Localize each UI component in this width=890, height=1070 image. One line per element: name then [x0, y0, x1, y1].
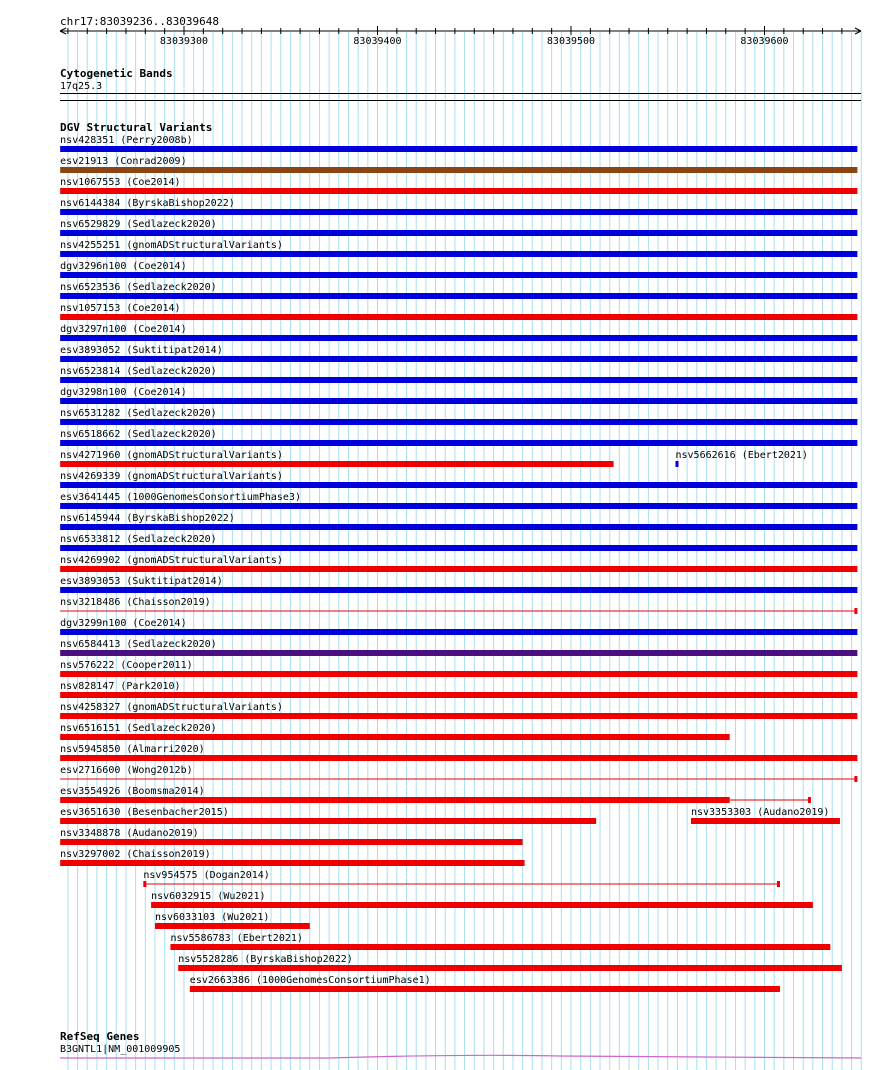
dgv-track-title: DGV Structural Variants	[60, 121, 213, 134]
sv-feature-bar[interactable]	[60, 671, 857, 677]
sv-feature[interactable]	[60, 450, 613, 467]
sv-feature-bar[interactable]	[178, 965, 842, 971]
sv-feature-bar[interactable]	[60, 440, 857, 446]
sv-feature-label: dgv3299n100 (Coe2014)	[60, 618, 187, 629]
sv-feature[interactable]	[60, 303, 857, 320]
sv-feature[interactable]	[60, 807, 596, 824]
sv-feature[interactable]	[60, 639, 857, 656]
sv-feature[interactable]	[60, 387, 857, 404]
sv-feature-bar[interactable]	[60, 314, 857, 320]
cytogenetic-band-label: 17q25.3	[60, 81, 103, 92]
sv-feature-bar[interactable]	[60, 356, 857, 362]
sv-feature-label: nsv3348878 (Audano2019)	[60, 828, 199, 839]
refseq-gene-feature[interactable]	[60, 1055, 861, 1058]
sv-feature[interactable]	[60, 219, 857, 236]
sv-feature[interactable]	[60, 702, 857, 719]
sv-feature-label: nsv4271960 (gnomADStructuralVariants)	[60, 450, 283, 461]
sv-feature[interactable]	[60, 828, 522, 845]
sv-feature-bar[interactable]	[60, 713, 857, 719]
sv-feature-label: dgv3296n100 (Coe2014)	[60, 261, 187, 272]
sv-feature-label: esv3893052 (Suktitipat2014)	[60, 345, 223, 356]
sv-feature-label: esv3651630 (Besenbacher2015)	[60, 807, 229, 818]
dgv-track	[60, 121, 857, 992]
sv-feature[interactable]	[143, 870, 780, 887]
sv-feature-bar[interactable]	[60, 692, 857, 698]
refseq-track	[60, 1030, 861, 1058]
sv-feature-label: esv2663386 (1000GenomesConsortiumPhase1)	[189, 975, 431, 986]
sv-feature[interactable]	[60, 576, 857, 593]
sv-feature-label: nsv6584413 (Sedlazeck2020)	[60, 639, 217, 650]
sv-feature-label: nsv954575 (Dogan2014)	[143, 870, 270, 881]
sv-feature[interactable]	[60, 681, 857, 698]
sv-feature[interactable]	[60, 597, 857, 614]
sv-feature-label: nsv4258327 (gnomADStructuralVariants)	[60, 702, 283, 713]
sv-feature[interactable]	[155, 912, 310, 929]
sv-feature-label: nsv4269339 (gnomADStructuralVariants)	[60, 471, 283, 482]
sv-feature[interactable]	[60, 366, 857, 383]
sv-feature-label: nsv5662616 (Ebert2021)	[675, 450, 808, 461]
sv-feature-label: esv2716600 (Wong2012b)	[60, 765, 193, 776]
sv-feature[interactable]	[60, 282, 857, 299]
sv-feature-bar[interactable]	[60, 650, 857, 656]
sv-feature-bar[interactable]	[60, 587, 857, 593]
sv-feature[interactable]	[60, 618, 857, 635]
sv-feature[interactable]	[60, 261, 857, 278]
sv-feature-label: nsv576222 (Cooper2011)	[60, 660, 193, 671]
sv-feature-label: nsv6531282 (Sedlazeck2020)	[60, 408, 217, 419]
sv-feature-bar[interactable]	[60, 629, 857, 635]
sv-feature-bar[interactable]	[60, 167, 857, 173]
ruler-tick-label: 83039400	[353, 36, 402, 47]
sv-feature-label: nsv4255251 (gnomADStructuralVariants)	[60, 240, 283, 251]
sv-feature-label: nsv828147 (Park2010)	[60, 681, 181, 692]
sv-feature-label: nsv6518662 (Sedlazeck2020)	[60, 429, 217, 440]
sv-feature-label: nsv6144384 (ByrskaBishop2022)	[60, 198, 235, 209]
sv-feature-bar[interactable]	[60, 461, 613, 467]
ruler-tick-label: 83039300	[159, 36, 209, 47]
sv-feature[interactable]	[60, 534, 857, 551]
sv-feature-endcap	[808, 797, 811, 803]
ruler	[60, 15, 861, 47]
sv-feature-bar[interactable]	[60, 146, 857, 152]
sv-feature-bar[interactable]	[60, 251, 857, 257]
sv-feature-label: nsv6523536 (Sedlazeck2020)	[60, 282, 217, 293]
sv-feature-bar[interactable]	[60, 860, 524, 866]
sv-feature-label: esv3554926 (Boomsma2014)	[60, 786, 205, 797]
sv-feature-bar[interactable]	[675, 461, 678, 467]
sv-feature[interactable]	[691, 807, 840, 824]
sv-feature-label: nsv3218486 (Chaisson2019)	[60, 597, 211, 608]
cytogenetic-bands-track	[60, 67, 861, 101]
sv-feature-bar[interactable]	[60, 566, 857, 572]
sv-feature-label: nsv6145944 (ByrskaBishop2022)	[60, 513, 235, 524]
sv-feature[interactable]	[60, 177, 857, 194]
sv-feature[interactable]	[60, 765, 857, 782]
sv-feature-endcap	[143, 881, 146, 887]
sv-feature-label: nsv6032915 (Wu2021)	[151, 891, 266, 902]
sv-feature[interactable]	[60, 240, 857, 257]
sv-feature[interactable]	[60, 513, 857, 530]
sv-feature-bar[interactable]	[60, 734, 730, 740]
sv-feature[interactable]	[60, 471, 857, 488]
sv-feature-bar[interactable]	[170, 944, 830, 950]
sv-feature-label: nsv5528286 (ByrskaBishop2022)	[178, 954, 353, 965]
sv-feature-label: nsv6516151 (Sedlazeck2020)	[60, 723, 217, 734]
sv-feature-bar[interactable]	[60, 839, 522, 845]
sv-feature-bar[interactable]	[691, 818, 840, 824]
sv-feature-bar[interactable]	[60, 524, 857, 530]
sv-feature-bar[interactable]	[60, 482, 857, 488]
sv-feature-label: nsv1067553 (Coe2014)	[60, 177, 181, 188]
sv-feature-label: nsv5586783 (Ebert2021)	[170, 933, 303, 944]
sv-feature[interactable]	[60, 324, 857, 341]
sv-feature-bar[interactable]	[60, 398, 857, 404]
sv-feature-label: esv3893053 (Suktitipat2014)	[60, 576, 223, 587]
sv-feature[interactable]	[170, 933, 830, 950]
sv-feature-bar[interactable]	[60, 272, 857, 278]
sv-feature-label: nsv6529829 (Sedlazeck2020)	[60, 219, 217, 230]
sv-feature[interactable]	[60, 429, 857, 446]
sv-feature-label: nsv6523814 (Sedlazeck2020)	[60, 366, 217, 377]
sv-feature[interactable]	[178, 954, 842, 971]
cytogenetic-bands-title: Cytogenetic Bands	[60, 67, 173, 80]
sv-feature-label: nsv6033103 (Wu2021)	[154, 912, 270, 923]
sv-feature-endcap	[854, 608, 857, 614]
sv-feature-bar[interactable]	[60, 797, 730, 803]
sv-feature-bar[interactable]	[60, 230, 857, 236]
sv-feature-bar[interactable]	[60, 545, 857, 551]
sv-feature-bar[interactable]	[60, 293, 857, 299]
sv-feature[interactable]	[675, 450, 807, 467]
sv-feature-bar[interactable]	[60, 755, 857, 761]
sv-feature[interactable]	[190, 975, 780, 992]
sv-feature-label: nsv4269902 (gnomADStructuralVariants)	[60, 555, 283, 566]
sv-feature[interactable]	[60, 492, 857, 509]
sv-feature-endcap	[777, 881, 780, 887]
sv-feature-label: esv3641445 (1000GenomesConsortiumPhase3)	[60, 492, 301, 503]
sv-feature-bar[interactable]	[60, 818, 596, 824]
sv-feature-label: dgv3298n100 (Coe2014)	[60, 387, 187, 398]
sv-feature-bar[interactable]	[155, 923, 310, 929]
sv-feature-label: nsv1057153 (Coe2014)	[60, 303, 181, 314]
sv-feature[interactable]	[60, 408, 857, 425]
sv-feature-bar[interactable]	[60, 503, 857, 509]
sv-feature[interactable]	[60, 156, 857, 173]
dgv-features	[60, 135, 857, 992]
sv-feature-bar[interactable]	[60, 335, 857, 341]
sv-feature-label: nsv428351 (Perry2008b)	[60, 135, 193, 146]
sv-feature-label: dgv3297n100 (Coe2014)	[60, 324, 187, 335]
sv-feature-label: nsv5945850 (Almarri2020)	[60, 744, 205, 755]
sv-feature-bar[interactable]	[60, 377, 857, 383]
refseq-gene-label: B3GNTL1|NM_001009905	[60, 1044, 181, 1055]
ruler-tick-label: 83039600	[740, 36, 789, 47]
sv-feature-bar[interactable]	[60, 419, 857, 425]
ruler-tick-label: 83039500	[546, 36, 596, 47]
sv-feature[interactable]	[151, 891, 813, 908]
sv-feature[interactable]	[60, 555, 857, 572]
sv-feature-bar[interactable]	[60, 209, 857, 215]
region-label: chr17:83039236..83039648	[60, 15, 219, 28]
refseq-track-title: RefSeq Genes	[60, 1030, 140, 1043]
sv-feature[interactable]	[60, 744, 857, 761]
sv-feature-endcap	[854, 776, 857, 782]
sv-feature[interactable]	[60, 135, 857, 152]
sv-feature-label: nsv3297002 (Chaisson2019)	[60, 849, 211, 860]
sv-feature-label: nsv6533812 (Sedlazeck2020)	[60, 534, 217, 545]
sv-feature[interactable]	[60, 198, 857, 215]
sv-feature-bar[interactable]	[190, 986, 780, 992]
sv-feature-bar[interactable]	[60, 188, 857, 194]
sv-feature[interactable]	[60, 345, 857, 362]
sv-feature[interactable]	[60, 660, 857, 677]
sv-feature-label: nsv3353303 (Audano2019)	[690, 807, 830, 818]
sv-feature-bar[interactable]	[151, 902, 813, 908]
sv-feature-label: esv21913 (Conrad2009)	[60, 156, 187, 167]
